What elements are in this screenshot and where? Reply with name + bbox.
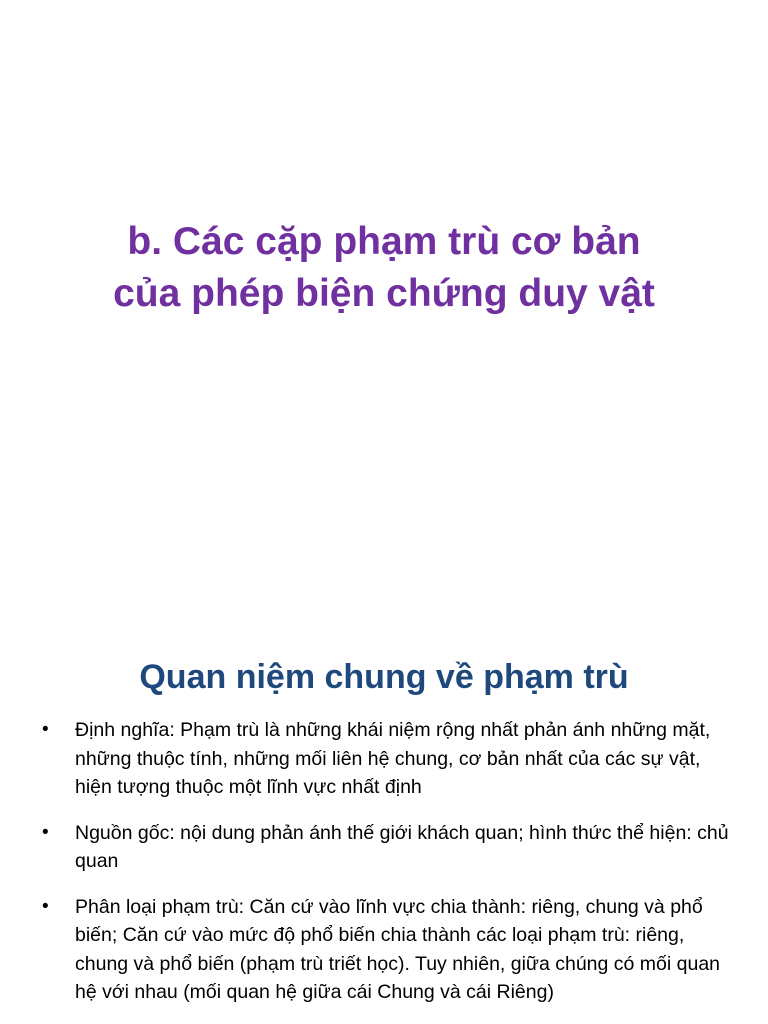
bullet-text-definition: Định nghĩa: Phạm trù là những khái niệm rộng nhất phản ánh những mặt, những thuộc tính, những mối liên hệ chung, cơ bản nhất của các sự vật, hiện tượng thuộc một lĩnh vực nhất định: [75, 719, 711, 798]
bullet-item-origin: [42, 819, 732, 876]
slide-1-title-line-1: b. Các cặp phạm trù cơ bản: [127, 220, 641, 264]
bullet-list: [42, 716, 732, 1024]
bullet-icon: •: [42, 895, 49, 917]
bullet-icon: •: [42, 719, 49, 740]
slide-2: [0, 512, 768, 1024]
slide-1-title-line-2: của phép biện chứng duy vật: [113, 272, 655, 316]
bullet-item-classification: [42, 893, 732, 1007]
bullet-item-definition: [42, 716, 732, 802]
bullet-text-origin: Nguồn gốc: nội dung phản ánh thế giới khách quan; hình thức thể hiện: chủ quan: [75, 821, 729, 872]
bullet-text-classification: Phân loại phạm trù: Căn cứ vào lĩnh vực chia thành: riêng, chung và phổ biến; Căn cứ vào mức độ phổ biến chia thành các loại phạm trù: riêng, chung và phổ biến (phạm trù triết học). Tuy nhiên, giữa chúng có mối quan hệ với nhau (mối quan hệ giữa cái Chung và cái Riêng): [75, 895, 721, 1003]
slide-1-title: [40, 216, 728, 320]
bullet-icon: •: [42, 821, 49, 843]
slide-2-title: Quan niệm chung về phạm trù: [139, 658, 629, 697]
